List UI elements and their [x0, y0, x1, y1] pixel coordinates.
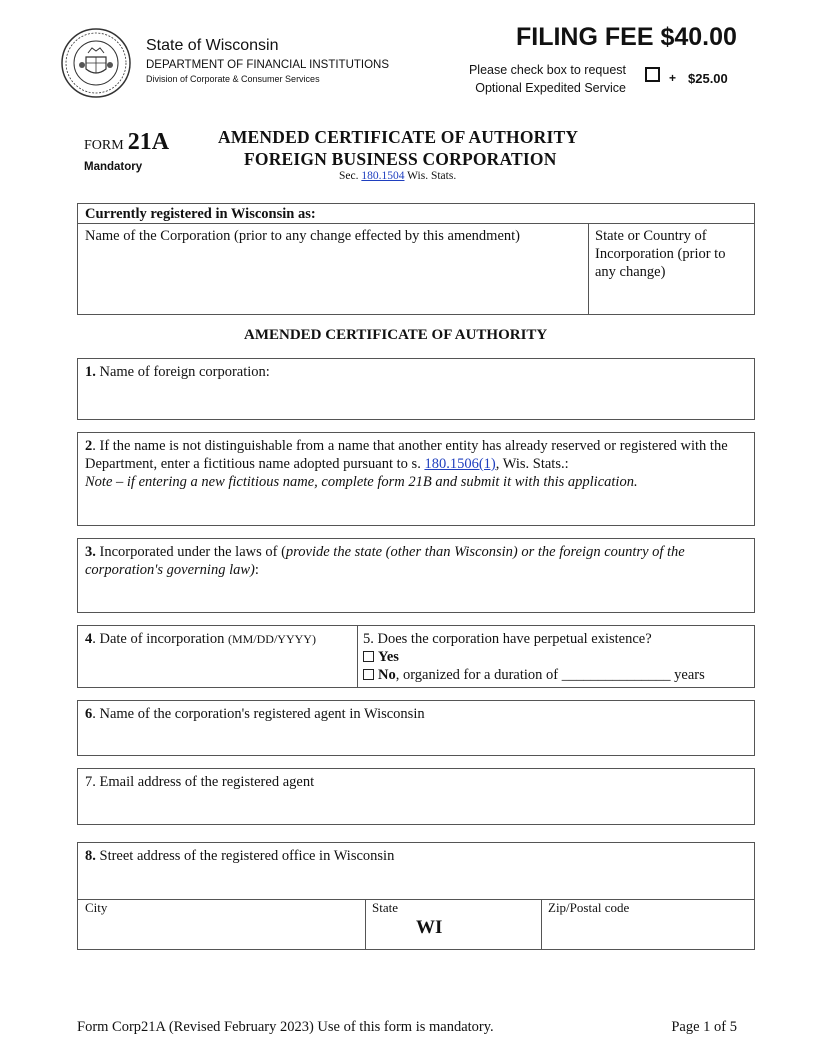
zip-label: Zip/Postal code [548, 900, 630, 915]
city-label: City [85, 900, 108, 915]
section-title: AMENDED CERTIFICATE OF AUTHORITY [244, 327, 548, 343]
item-2-text-a: . If the name is not distinguishable from a name that another entity has already reserved or registered with the Department, enter a fictitious name adopted pursuant to s. [85, 438, 728, 472]
department-name: DEPARTMENT OF FINANCIAL INSTITUTIONS [146, 59, 390, 71]
form-word: FORM [84, 138, 124, 153]
state-label: State [372, 900, 398, 915]
division-name: Division of Corporate & Consumer Services [146, 74, 320, 84]
state-name: State of Wisconsin [146, 37, 279, 54]
item-7-field[interactable] [77, 768, 755, 825]
expedite-checkbox[interactable] [645, 67, 660, 82]
form-title-line1: AMENDED CERTIFICATE OF AUTHORITY [218, 127, 579, 147]
item-2-text-b: , Wis. Stats.: [495, 456, 569, 472]
expedite-line1: Please check box to request [468, 63, 626, 77]
item-3-number: 3. [85, 544, 96, 560]
state-seal-icon [60, 27, 132, 99]
item-5-no-option[interactable] [363, 666, 747, 684]
item-8-number: 8. [85, 848, 96, 864]
expedite-plus: + [669, 71, 677, 85]
registered-name-field[interactable] [78, 223, 588, 315]
item-6-field[interactable] [77, 700, 755, 756]
footer-form-info: Form Corp21A (Revised February 2023) Use of this form is mandatory. [77, 1019, 494, 1035]
mandatory-label: Mandatory [84, 161, 143, 173]
statute-link[interactable]: 180.1504 [361, 170, 405, 182]
no-checkbox[interactable] [363, 669, 374, 680]
registered-name-label: Name of the Corporation (prior to any change effected by this amendment) [85, 228, 520, 244]
item-8-label: Street address of the registered office in Wisconsin [99, 848, 395, 864]
city-field[interactable] [78, 899, 365, 949]
item-1-label: Name of foreign corporation: [99, 364, 270, 380]
item-3-label: Incorporated under the laws of ( [99, 544, 286, 560]
footer-page-number: Page 1 of 5 [671, 1019, 737, 1035]
no-duration-text: , organized for a duration of _______________ years [395, 667, 705, 683]
zip-field[interactable] [541, 899, 754, 949]
item-4-field[interactable] [78, 626, 357, 687]
item-8-street-field[interactable] [78, 843, 754, 899]
item-4-number: 4 [85, 631, 93, 647]
registered-heading: Currently registered in Wisconsin as: [85, 206, 316, 222]
item-2-field[interactable] [77, 432, 755, 526]
item-5-label: 5. Does the corporation have perpetual existence? [363, 631, 652, 647]
item-7-label: 7. Email address of the registered agent [85, 774, 315, 790]
item-3-field[interactable] [77, 538, 755, 613]
form-title-line2: FOREIGN BUSINESS CORPORATION [244, 149, 557, 169]
form-label [84, 129, 169, 156]
item-1-field[interactable] [77, 358, 755, 420]
item-2-statute-link[interactable]: 180.1506(1) [424, 456, 496, 472]
registered-box [77, 203, 755, 315]
item-5-group [357, 626, 754, 687]
no-label: No [378, 667, 396, 683]
expedite-text [440, 61, 626, 97]
state-field [365, 899, 541, 949]
state-value: WI [416, 917, 443, 938]
item-3-colon: : [254, 562, 259, 578]
form-number: 21A [127, 129, 170, 155]
item-2-number: 2 [85, 438, 93, 454]
registered-state-label: State or Country of Incorporation (prior to any change) [595, 228, 726, 280]
item-6-number: 6 [85, 706, 93, 722]
item-1-number: 1. [85, 364, 96, 380]
expedite-fee: $25.00 [688, 71, 728, 86]
item-4-label: . Date of incorporation [92, 631, 225, 647]
statute-ref [339, 170, 456, 182]
item-8-box [77, 842, 755, 950]
expedite-line2: Optional Expedited Service [475, 81, 626, 95]
registered-state-field[interactable] [588, 223, 754, 315]
item-4-format: (MM/DD/YYYY) [227, 632, 316, 646]
yes-checkbox[interactable] [363, 651, 374, 662]
item-6-label: . Name of the corporation's registered agent in Wisconsin [92, 706, 425, 722]
item-5-yes-option[interactable] [363, 648, 747, 666]
yes-label: Yes [378, 649, 399, 665]
item-2-note: Note – if entering a new fictitious name, complete form 21B and submit it with this application. [85, 474, 638, 490]
item-3-italic: provide the state (other than Wisconsin) or the foreign country of the corporation's governing law) [85, 544, 685, 578]
items-4-5-box [77, 625, 755, 688]
filing-fee: FILING FEE $40.00 [516, 23, 737, 51]
statute-prefix: Sec. [339, 170, 359, 182]
statute-suffix: Wis. Stats. [407, 170, 457, 182]
